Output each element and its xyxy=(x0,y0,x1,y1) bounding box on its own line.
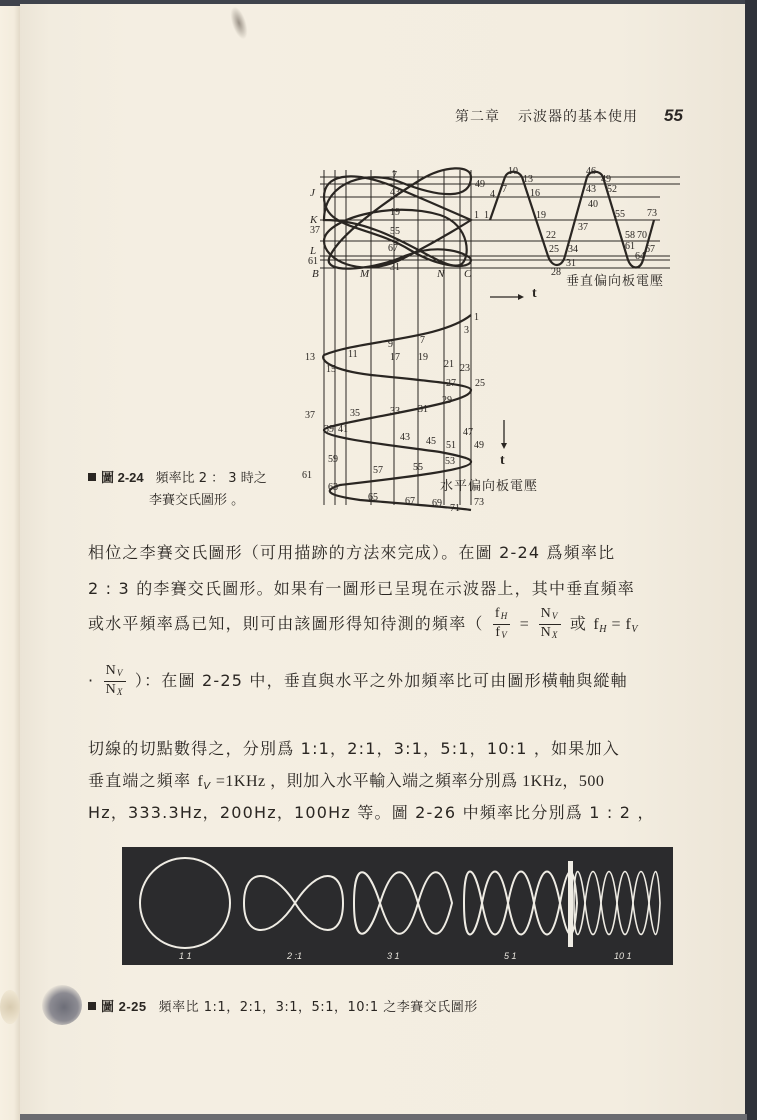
paragraph-line-1: 相位之李賽交氏圖形（可用描跡的方法來完成）。在圖 2-24 爲頻率比 xyxy=(88,543,616,562)
svg-text:49: 49 xyxy=(475,179,485,190)
svg-text:27: 27 xyxy=(446,378,456,389)
svg-text:64: 64 xyxy=(635,251,645,262)
grid-label-b: B xyxy=(312,268,319,280)
ratio-fraction-fh-fv: $\frac{f_H}{f_V}$ xyxy=(494,606,509,640)
paragraph-line-4: · $\frac{N_V}{N_X}$ ）：在圖 2-25 中，垂直與水平之外加頻率比可由圖形橫軸與縱軸 xyxy=(88,663,628,700)
svg-text:33: 33 xyxy=(390,406,400,417)
svg-text:25: 25 xyxy=(475,378,485,389)
lissajous-10-1 xyxy=(568,861,660,947)
svg-text:17: 17 xyxy=(390,352,400,363)
svg-text:49: 49 xyxy=(474,440,484,451)
facing-page-edge xyxy=(0,6,20,1120)
svg-text:19: 19 xyxy=(418,352,428,363)
svg-text:7: 7 xyxy=(392,170,397,181)
svg-text:73: 73 xyxy=(474,497,484,508)
svg-text:23: 23 xyxy=(460,363,470,374)
caption-line-2: 李賽交氏圖形 。 xyxy=(149,493,245,508)
grid-label-k: K xyxy=(310,214,318,226)
svg-text:73: 73 xyxy=(647,208,657,219)
svg-text:41: 41 xyxy=(338,424,348,435)
grid-label-61: 61 xyxy=(308,256,318,267)
svg-text:61: 61 xyxy=(302,470,312,481)
lissajous-construction-diagram xyxy=(240,160,690,520)
svg-text:61: 61 xyxy=(625,241,635,252)
figure-number: 圖 2-25 xyxy=(101,999,147,1014)
figure-number: 圖 2-24 xyxy=(101,470,144,485)
svg-text:45: 45 xyxy=(426,436,436,447)
lissajous-5-1 xyxy=(464,872,577,935)
lissajous-1-1 xyxy=(140,858,230,948)
figure-2-25-oscilloscope-photos xyxy=(122,847,673,965)
running-head xyxy=(455,106,683,126)
lissajous-2-1 xyxy=(244,876,343,930)
chapter-label: 第二章 xyxy=(455,109,500,125)
svg-text:57: 57 xyxy=(373,465,383,476)
ratio-tag-10-1: 10 1 xyxy=(614,951,632,961)
svg-text:37: 37 xyxy=(578,222,588,233)
svg-text:9: 9 xyxy=(388,339,393,350)
svg-text:67: 67 xyxy=(388,243,398,254)
svg-text:21: 21 xyxy=(444,359,454,370)
grid-label-m: M xyxy=(360,268,370,280)
svg-text:29: 29 xyxy=(442,395,452,406)
paragraph-line-5: 切線的切點數得之，分別爲 1:1，2:1，3:1，5:1，10:1 ，如果加入 xyxy=(88,739,620,758)
ratio-tag-5-1: 5 1 xyxy=(504,951,517,961)
svg-text:1: 1 xyxy=(474,210,479,221)
grid-label-n: N xyxy=(437,268,445,280)
svg-text:4: 4 xyxy=(490,189,495,200)
svg-text:47: 47 xyxy=(463,427,473,438)
svg-text:13: 13 xyxy=(523,174,533,185)
svg-text:19: 19 xyxy=(390,207,400,218)
svg-text:67: 67 xyxy=(645,244,655,255)
svg-text:31: 31 xyxy=(418,404,428,415)
svg-text:51: 51 xyxy=(446,440,456,451)
svg-text:43: 43 xyxy=(390,187,400,198)
svg-text:39: 39 xyxy=(324,424,334,435)
svg-text:69: 69 xyxy=(432,498,442,509)
svg-text:7: 7 xyxy=(502,184,507,195)
grid-label-l: L xyxy=(310,245,317,257)
paragraph-line-7: Hz，333.3Hz，200Hz，100Hz 等。圖 2-26 中頻率比分別爲 1 : 2 ， xyxy=(88,803,655,822)
svg-text:65: 65 xyxy=(368,492,378,503)
svg-text:37: 37 xyxy=(305,410,315,421)
caption-line-1: 頻率比 2 ： 3 時之 xyxy=(155,471,267,486)
figure-2-24-caption xyxy=(88,467,267,512)
formula-fh-equals-fv: fH = fV xyxy=(593,616,638,635)
svg-text:43: 43 xyxy=(586,184,596,195)
svg-text:13: 13 xyxy=(305,352,315,363)
svg-text:43: 43 xyxy=(400,432,410,443)
svg-text:1: 1 xyxy=(474,312,479,323)
paragraph-line-6: 垂直端之頻率 fV =1KHz ，則加入水平輸入端之頻率分別爲 1KHz，500 xyxy=(88,771,605,792)
svg-text:70: 70 xyxy=(637,230,647,241)
svg-text:25: 25 xyxy=(549,244,559,255)
svg-text:3: 3 xyxy=(464,325,469,336)
svg-text:55: 55 xyxy=(413,462,423,473)
svg-text:40: 40 xyxy=(588,199,598,210)
svg-text:15: 15 xyxy=(326,364,336,375)
svg-text:28: 28 xyxy=(551,267,561,278)
grid-label-37: 37 xyxy=(310,225,320,236)
page-number: 55 xyxy=(664,106,683,125)
svg-text:1: 1 xyxy=(484,210,489,221)
ratio-tag-2-1: 2 :1 xyxy=(287,951,303,961)
ratio-tag-3-1: 3 1 xyxy=(387,951,400,961)
book-spine-edge xyxy=(745,0,757,1120)
grid-label-c: C xyxy=(464,268,472,280)
binding-mark xyxy=(0,990,20,1024)
caption-text: 頻率比 1:1，2:1，3:1，5:1，10:1 之李賽交氏圖形 xyxy=(158,1000,478,1015)
svg-text:52: 52 xyxy=(607,184,617,195)
time-label-vertical: t xyxy=(500,453,505,468)
figure-marker-icon xyxy=(88,473,96,481)
svg-text:53: 53 xyxy=(445,456,455,467)
figure-2-25-caption xyxy=(88,996,478,1015)
ratio-fraction-nv-nx: $\frac{N_V}{N_X}$ xyxy=(540,606,559,640)
figure-marker-icon xyxy=(88,1002,96,1010)
svg-text:11: 11 xyxy=(348,349,358,360)
svg-text:16: 16 xyxy=(530,188,540,199)
svg-text:31: 31 xyxy=(390,262,400,273)
figure-2-24-lissajous-construction xyxy=(240,160,690,520)
svg-text:35: 35 xyxy=(350,408,360,419)
horizontal-deflection-caption: 水平偏向板電壓 xyxy=(440,479,539,494)
svg-text:19: 19 xyxy=(536,210,546,221)
svg-text:71: 71 xyxy=(450,503,460,514)
binding-hole xyxy=(42,985,82,1025)
grid-label-j: J xyxy=(310,187,315,199)
svg-text:55: 55 xyxy=(615,209,625,220)
ratio-fraction-nv-nx-2: $\frac{N_V}{N_X}$ xyxy=(105,663,124,697)
svg-text:46: 46 xyxy=(586,166,596,177)
svg-text:10: 10 xyxy=(508,166,518,177)
svg-text:34: 34 xyxy=(568,244,578,255)
page-bottom-edge xyxy=(20,1114,747,1120)
paragraph-line-2: 2 : 3 的李賽交氏圖形。如果有一圖形已呈現在示波器上，其中垂直頻率 xyxy=(88,579,636,598)
svg-text:58: 58 xyxy=(625,230,635,241)
time-label-horizontal: t xyxy=(532,286,537,301)
chapter-title: 示波器的基本使用 xyxy=(518,109,638,125)
svg-text:55: 55 xyxy=(390,226,400,237)
svg-text:22: 22 xyxy=(546,230,556,241)
svg-text:67: 67 xyxy=(405,496,415,507)
ratio-tag-1-1: 1 1 xyxy=(179,951,192,961)
paragraph-line-3: 或水平頻率爲已知，則可由該圖形得知待測的頻率（ $\frac{f_H}{f_V}$ = $\frac{N_V}{N_X}$ 或 fH = fV xyxy=(88,606,638,643)
vertical-deflection-caption: 垂直偏向板電壓 xyxy=(566,274,665,289)
lissajous-3-1 xyxy=(354,872,452,934)
svg-text:31: 31 xyxy=(566,258,576,269)
svg-text:59: 59 xyxy=(328,454,338,465)
svg-text:63: 63 xyxy=(328,482,338,493)
svg-text:49: 49 xyxy=(601,174,611,185)
svg-text:7: 7 xyxy=(420,335,425,346)
